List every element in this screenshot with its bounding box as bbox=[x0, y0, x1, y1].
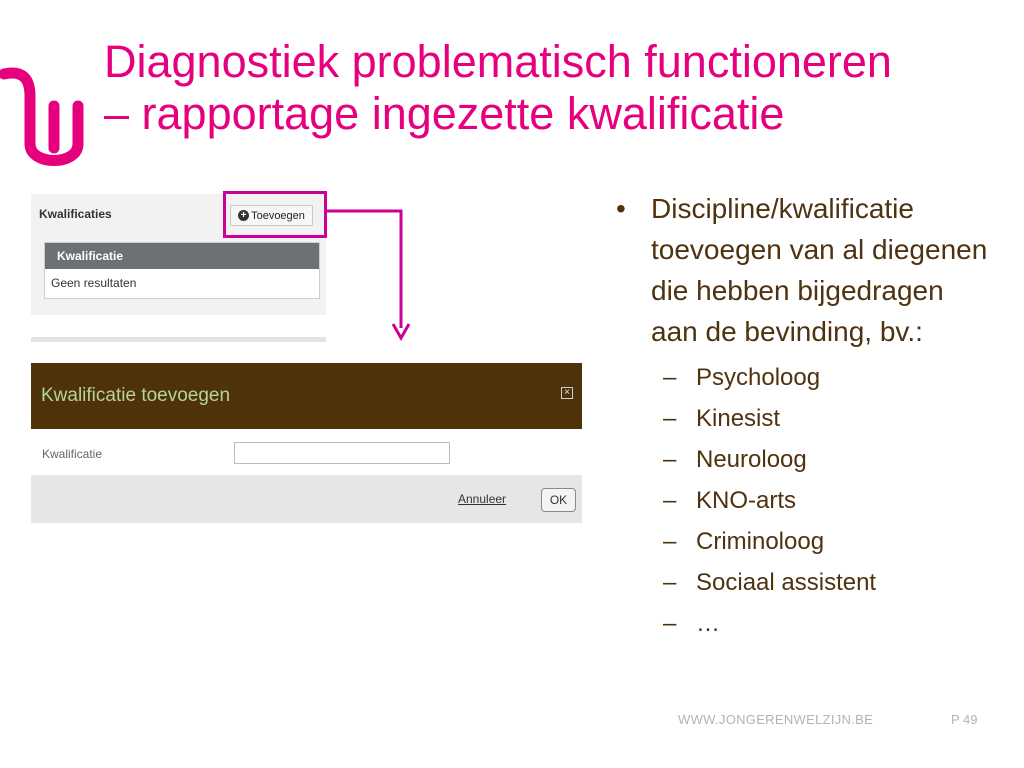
dash-marker: – bbox=[663, 446, 677, 473]
sub-bullet-item bbox=[616, 480, 996, 521]
kwalificatie-field-label: Kwalificatie bbox=[42, 447, 103, 461]
sub-bullet-item bbox=[616, 357, 996, 398]
dialog-title: Kwalificatie toevoegen bbox=[41, 385, 231, 406]
close-icon[interactable]: × bbox=[561, 387, 573, 399]
kwalificatie-toevoegen-dialog bbox=[31, 363, 582, 523]
sub-bullet-item bbox=[616, 603, 996, 644]
sub-bullet-text: Criminoloog bbox=[696, 528, 825, 555]
annuleer-link[interactable]: Annuleer bbox=[458, 492, 507, 506]
bullet-main bbox=[616, 188, 996, 352]
table-row-empty: Geen resultaten bbox=[51, 276, 137, 290]
panel-divider bbox=[31, 337, 326, 342]
dash-marker: – bbox=[663, 528, 677, 555]
dash-marker: – bbox=[663, 405, 677, 432]
sub-bullet-item bbox=[616, 562, 996, 603]
dash-marker: – bbox=[663, 487, 677, 514]
bullet-marker: • bbox=[616, 193, 626, 224]
sub-bullet-list bbox=[616, 357, 996, 644]
dialog-header bbox=[31, 363, 582, 429]
sub-bullet-text: Psycholoog bbox=[696, 364, 821, 391]
bullet-list bbox=[616, 188, 996, 644]
footer-url: WWW.JONGERENWELZIJN.BE bbox=[678, 712, 874, 727]
ok-button[interactable]: OK bbox=[541, 488, 576, 512]
sub-bullet-text: Neuroloog bbox=[696, 446, 807, 473]
dash-marker: – bbox=[663, 364, 677, 391]
dash-marker: – bbox=[663, 569, 677, 596]
kwalificatie-input[interactable] bbox=[234, 442, 450, 464]
sub-bullet-item bbox=[616, 398, 996, 439]
table-header-kwalificatie: Kwalificatie bbox=[45, 243, 319, 269]
dialog-footer bbox=[31, 475, 582, 523]
sub-bullet-item bbox=[616, 439, 996, 480]
toevoegen-label: Toevoegen bbox=[251, 209, 305, 222]
kwalificaties-table bbox=[44, 242, 320, 299]
slide-title-line-2: – rapportage ingezette kwalificatie bbox=[104, 88, 785, 139]
sub-bullet-text: Kinesist bbox=[696, 405, 781, 432]
jongerenwelzijn-logo bbox=[0, 66, 90, 176]
plus-circle-icon: + bbox=[238, 210, 249, 221]
slide-title bbox=[104, 36, 1014, 140]
bullet-main-text: Discipline/kwalificatie toevoegen van al diegenen die hebben bijgedragen aan de bevinding, bv.: bbox=[651, 193, 988, 347]
kwalificaties-heading: Kwalificaties bbox=[39, 207, 112, 221]
sub-bullet-item bbox=[616, 521, 996, 562]
sub-bullet-text: KNO-arts bbox=[696, 487, 797, 514]
highlight-box bbox=[223, 191, 327, 238]
dash-marker: – bbox=[663, 610, 677, 637]
page-number: P 49 bbox=[951, 712, 978, 727]
sub-bullet-text: … bbox=[696, 610, 720, 637]
sub-bullet-text: Sociaal assistent bbox=[696, 569, 877, 596]
slide-title-line-1: Diagnostiek problematisch functioneren bbox=[104, 36, 892, 87]
